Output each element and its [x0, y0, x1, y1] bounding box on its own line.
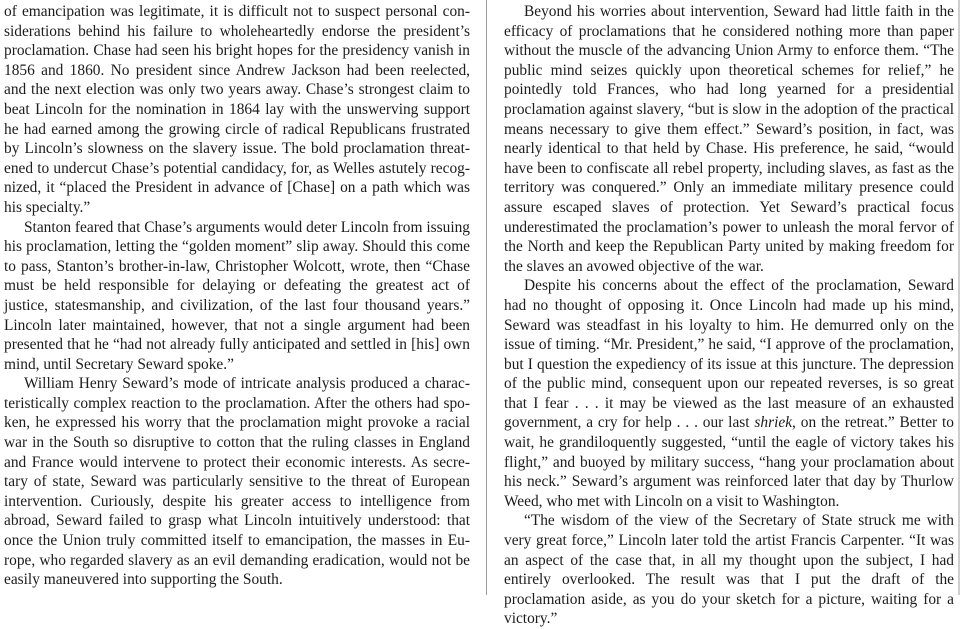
- text-run: William Henry Seward’s mode of intricate analysis produced a characteristically complex reaction to the proclamation. After the others had spoken, he expressed his worry that the proclamation might provoke a racial war in the South so disruptive to cotton that the ruling classes in England and France would intervene to protect their economic interests. As secretary of state, Seward was particularly sensitive to the threat of European intervention. Curiously, despite his greater access to intelligence from abroad, Seward failed to grasp what Lincoln intuitively understood: that once the Union truly committed itself to emancipation, the masses in Europe, who regarded slavery as an evil demanding eradication, would not be easily maneuvered into supporting the South.: [4, 375, 470, 589]
- paragraph: [4, 374, 470, 590]
- text-run: Beyond his worries about intervention, Seward had little faith in the efficacy of proclamations that he considered nothing more than paper without the muscle of the advancing Union Army to enforce them. “The public mind seizes quickly upon theoretical schemes for relief,” he pointedly told Frances, who had long yearned for a presidential proclamation against slavery, “but is slow in the adoption of the practical means necessary to give them effect.” Seward’s position, in fact, was nearly identical to that held by Chase. His preference, he said, “would have been to confiscate all rebel property, including slaves, as fast as the territory was conquered.” Only an immediate military presence could assure escaped slaves of protection. Yet Seward’s practical focus underestimated the proclamation’s power to unleash the moral fervor of the North and keep the Republican Party united by making freedom for the slaves an avowed objective of the war.: [504, 3, 954, 275]
- text-run: , on the retreat.” Better to wait, he grandiloquently suggested, “until the eagle of victory takes his flight,” and buoyed by military success, “hang your proclamation about his neck.” Seward’s argument was reinforced later that day by Thurlow Weed, who met with Lincoln on a visit to Washington.: [504, 414, 954, 510]
- text-run: of emancipation was legitimate, it is difficult not to suspect personal considerations behind his failure to wholeheartedly endorse the president’s proclamation. Chase had seen his bright hopes for the presidency vanish in 1856 and 1860. No president since Andrew Jackson had been reelected, and the next election was only two years away. Chase’s strongest claim to beat Lincoln for the nomination in 1864 lay with the unswerving support he had earned among the growing circle of radical Republicans frustrated by Lincoln’s slowness on the slavery issue. The bold proclamation threatened to undercut Chase’s potential candidacy, for, as Welles astutely recognized, it “placed the President in advance of [Chase] on a path which was his specialty.”: [4, 3, 470, 216]
- text-run: Stanton feared that Chase’s arguments would deter Lincoln from issuing his proclamation, letting the “golden moment” slip away. Should this come to pass, Stanton’s brother-in-law, Christopher Wolcott, wrote, then “Chase must be held responsible for delaying or defeating the greatest act of justice, statesmanship, and civilization, of the last four thousand years.” Lincoln later maintained, however, that not a single argument had been presented that he “had not already fully anticipated and settled in [his] own mind, until Secretary Seward spoke.”: [4, 218, 470, 373]
- text-run: “The wisdom of the view of the Secretary of State struck me with very great force,” Lincoln later told the artist Francis Carpenter. “It was an aspect of the case that, in all my thought upon the subject, I had entirely overlooked. The result was that I put the draft of the proclamation aside, as you do your sketch for a picture, waiting for a victory.”: [504, 512, 954, 628]
- text-run: Despite his concerns about the effect of the proclamation, Seward had no thought of opposing it. Once Lincoln had made up his mind, Seward was steadfast in his loyalty to him. He demurred only on the issue of timing. “Mr. President,” he said, “I approve of the proclamation, but I question the expediency of its issue at this juncture. The depression of the public mind, consequent upon our repeated reverses, is so great that I fear . . . it may be viewed as the last measure of an exhausted government, a cry for help . . . our last: [504, 277, 954, 432]
- paragraph: [4, 2, 470, 218]
- paragraph: [4, 218, 470, 375]
- gutter-divider: [486, 0, 487, 595]
- paragraph: [504, 2, 954, 276]
- emphasis-text: shriek: [754, 414, 793, 432]
- left-page-column: [4, 2, 470, 590]
- right-page-column: [504, 2, 954, 629]
- paragraph: [504, 276, 954, 511]
- paragraph: [504, 511, 954, 629]
